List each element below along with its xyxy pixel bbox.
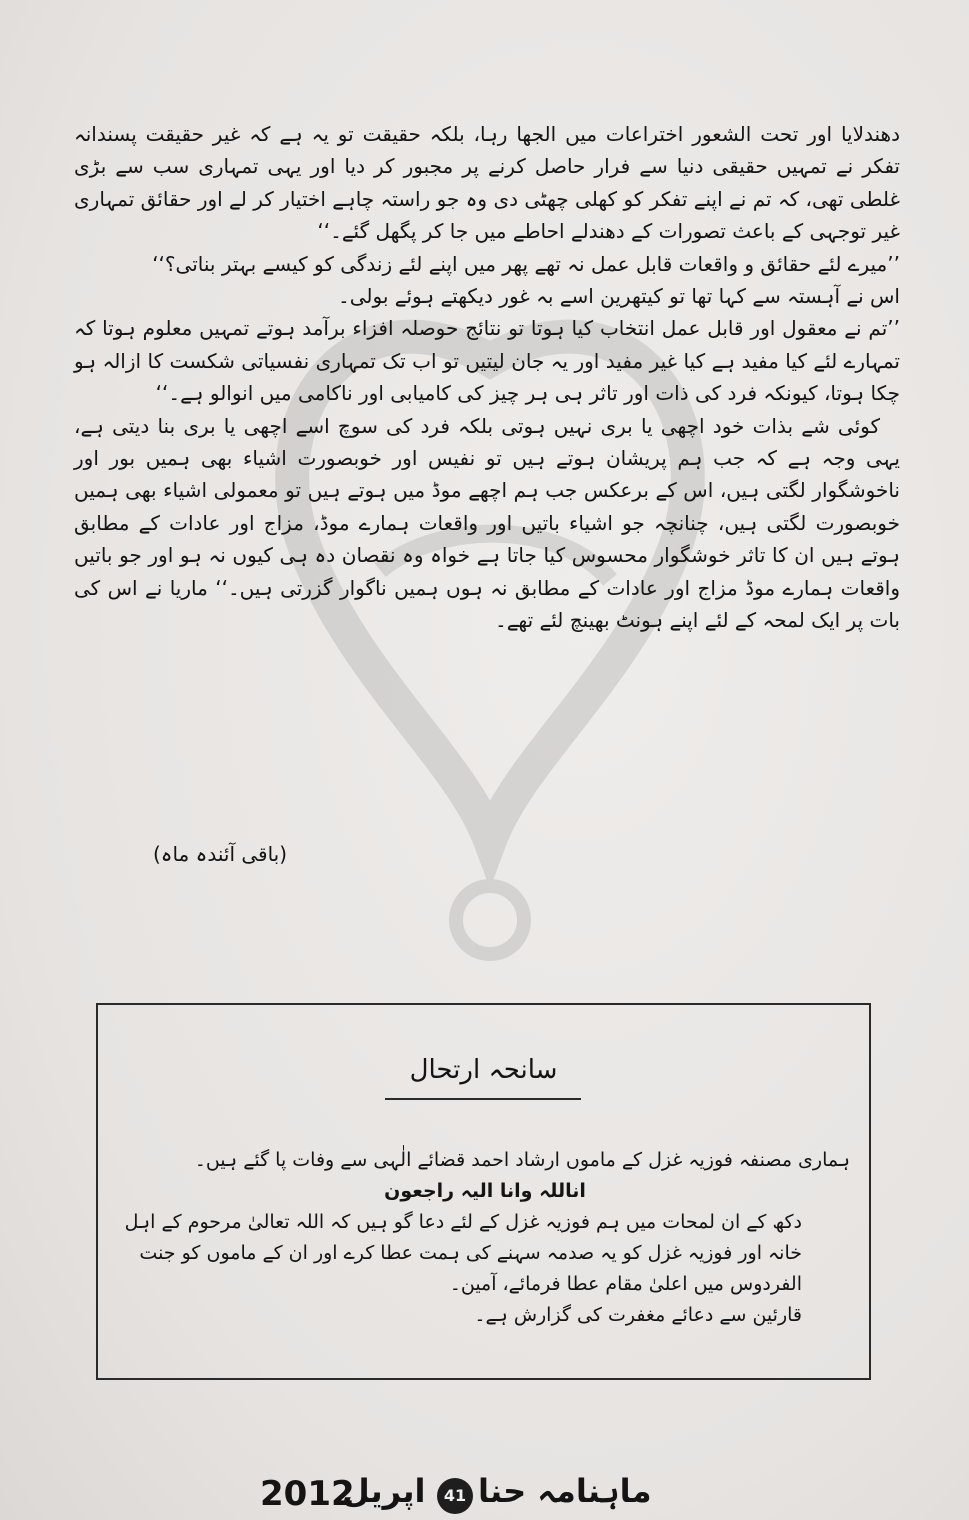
notice-body bbox=[120, 1145, 850, 1331]
page-number-badge: 41 bbox=[437, 1478, 473, 1514]
notice-prayer: اناللہ وانا الیہ راجعون bbox=[384, 1180, 586, 1202]
story-paragraph: ’’تم نے معقول اور قابل عمل انتخاب کیا ہوتا تو نتائج حوصلہ افزاء برآمد ہوتے تمہیں معلوم ہوتا کہ تمہارے لئے کیا مفید ہے کیا غیر مفید اور یہ جان لیتیں تو اب تک تمہاری نفسیاتی شکست کا ازالہ ہو چکا ہوتا، کیونکہ فرد کی ذات اور تاثر ہی ہر چیز کی کامیابی اور ناکامی میں انوالو ہے۔‘‘ bbox=[74, 316, 900, 406]
continued-note: (باقی آئندہ ماہ) bbox=[152, 842, 288, 866]
story-paragraph: ’’میرے لئے حقائق و واقعات قابل عمل نہ تھے پھر میں اپنے لئے زندگی کو کیسے بہتر بناتی؟‘‘ bbox=[152, 251, 900, 276]
footer-year: 2012 bbox=[260, 1474, 355, 1514]
magazine-name: ماہنامہ حنا bbox=[478, 1472, 652, 1510]
condolence-notice-box bbox=[96, 1003, 871, 1380]
footer-month: اپریل bbox=[342, 1472, 426, 1510]
story-paragraph: دھندلایا اور تحت الشعور اختراعات میں الجھا رہا، بلکہ حقیقت تو یہ ہے کہ غیر حقیقت پسندانہ تفکر نے تمہیں حقیقی دنیا سے فرار حاصل کرنے پر مجبور کر دیا اور یہی تمہاری سب سے بڑی غلطی تھی، کہ تم نے اپنے تفکر کو کھلی چھٹی دی وہ جو راستہ چاہے اختیار کر لے اور حقائق تمہاری غیر توجہی کے باعث تصورات کے دھندلے احاطے میں جا کر پگھل گئے۔‘‘ bbox=[74, 122, 900, 244]
page-footer bbox=[0, 1468, 969, 1518]
story-paragraph: کوئی شے بذات خود اچھی یا بری نہیں ہوتی بلکہ فرد کی سوچ اسے اچھی یا بری بنا دیتی ہے، یہی وجہ ہے کہ جب ہم پریشان ہوتے ہیں تو نفیس اور خوبصورت اشیاء بھی ہمیں بور اور ناخوشگوار لگتی ہیں، اس کے برعکس جب ہم اچھے موڈ میں ہوتے ہیں تو معمولی اشیاء بھی ہمیں خوبصورت لگتی ہیں، چنانچہ جو اشیاء باتیں اور واقعات ہمارے موڈ، مزاج اور عادات کے مطابق ہوتے ہیں ان کا تاثر خوشگوار محسوس کیا جاتا ہے خواہ وہ نقصان دہ ہی کیوں نہ ہو اور جو باتیں واقعات ہمارے موڈ مزاج اور عادات کے مطابق نہ ہوں ہمیں ناگوار گزرتی ہیں۔‘‘ ماریا نے اس کی بات پر ایک لمحہ کے لئے اپنے ہونٹ بھینچ لئے تھے۔ bbox=[74, 413, 900, 633]
notice-title: سانحہ ارتحال bbox=[409, 1055, 558, 1085]
notice-line: قارئین سے دعائے مغفرت کی گزارش ہے۔ bbox=[474, 1304, 802, 1326]
story-paragraph: اس نے آہستہ سے کہا تھا تو کیتھرین اسے بہ غور دیکھتے ہوئے بولی۔ bbox=[338, 284, 900, 309]
notice-line: دکھ کے ان لمحات میں ہم فوزیہ غزل کے لئے دعا گو ہیں کہ اللہ تعالیٰ مرحوم کے اہل خانہ اور فوزیہ غزل کو یہ صدمہ سہنے کی ہمت عطا کرے اور ان کے ماموں کو جنت الفردوس میں اعلیٰ مقام عطا فرمائے، آمین۔ bbox=[124, 1211, 802, 1295]
notice-line: ہماری مصنفہ فوزیہ غزل کے ماموں ارشاد احمد قضائے الٰہی سے وفات پا گئے ہیں۔ bbox=[194, 1149, 850, 1171]
story-text bbox=[74, 118, 900, 637]
title-underline bbox=[385, 1098, 581, 1100]
